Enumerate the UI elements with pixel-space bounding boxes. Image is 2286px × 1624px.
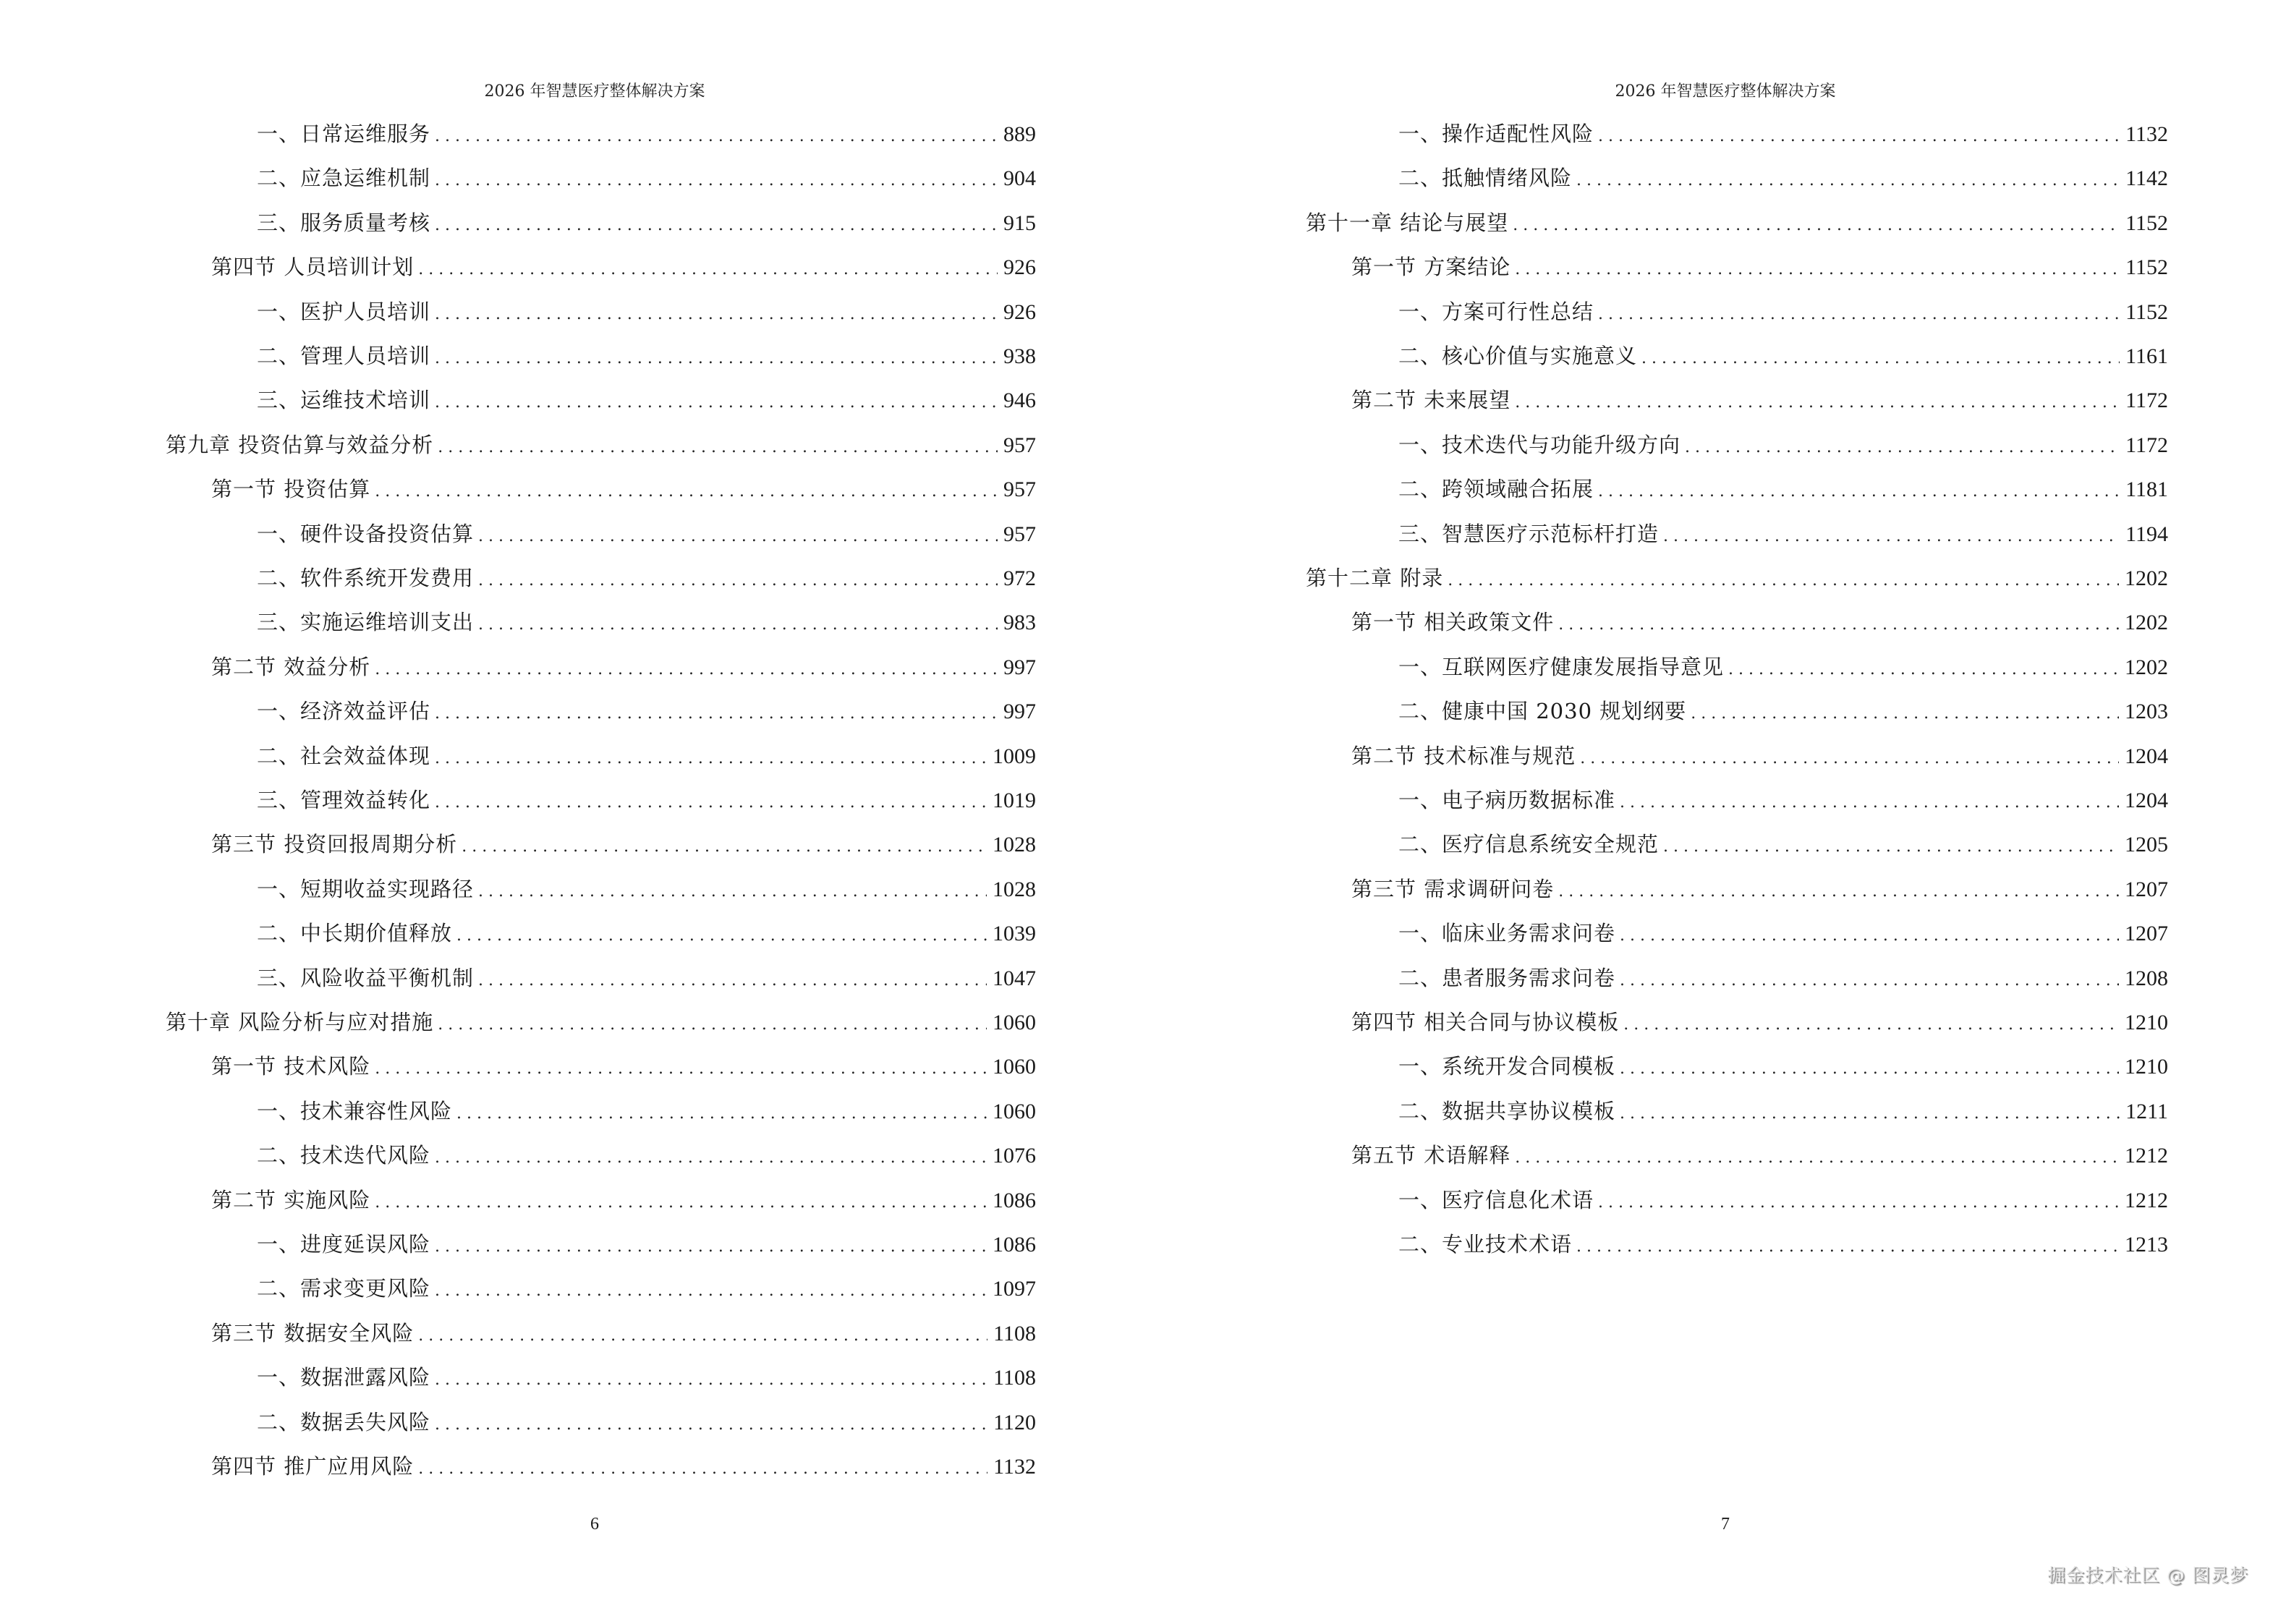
toc-entry-title: 第十章 风险分析与应对措施 xyxy=(166,1010,434,1034)
dot-leader xyxy=(1598,300,2120,329)
toc-entry-title: 一、数据泄露风险 xyxy=(257,1365,431,1390)
toc-section-entry[interactable] xyxy=(1351,1141,2168,1170)
dot-leader xyxy=(1598,1189,2119,1217)
toc-subsection-entry[interactable] xyxy=(257,1097,1036,1126)
dot-leader xyxy=(435,1277,987,1306)
toc-page-number: 1210 xyxy=(2125,1055,2168,1079)
dot-leader xyxy=(1620,1055,2119,1084)
toc-page-number: 926 xyxy=(1003,255,1036,280)
toc-page-number: 1204 xyxy=(2125,788,2168,812)
toc-subsection-entry[interactable] xyxy=(257,1408,1036,1437)
toc-entry-title: 二、管理人员培训 xyxy=(257,344,431,368)
dot-leader xyxy=(1641,344,2120,373)
toc-page-number: 972 xyxy=(1003,566,1036,590)
watermark: 掘金技术社区 @ 图灵梦 xyxy=(2047,1565,2248,1586)
toc-entry-title: 一、电子病历数据标准 xyxy=(1398,788,1616,812)
running-header: 2026 年智慧医疗整体解决方案 xyxy=(484,82,705,101)
toc-page-number: 938 xyxy=(1003,344,1036,368)
toc-subsection-entry[interactable] xyxy=(257,163,1036,192)
dot-leader xyxy=(478,966,987,995)
toc-subsection-entry[interactable] xyxy=(1398,786,2168,815)
toc-page-number: 1152 xyxy=(2125,255,2168,280)
toc-subsection-entry[interactable] xyxy=(1398,119,2168,148)
dot-leader xyxy=(1580,744,2119,773)
dot-leader xyxy=(435,1144,987,1173)
running-header: 2026 年智慧医疗整体解决方案 xyxy=(1615,82,1836,101)
toc-entry-title: 第一节 技术风险 xyxy=(211,1054,371,1079)
toc-page-number: 946 xyxy=(1003,388,1036,413)
toc-page-number: 926 xyxy=(1003,299,1036,324)
toc-entry-title: 一、进度延误风险 xyxy=(257,1232,431,1257)
dot-leader xyxy=(1558,611,2119,639)
toc-subsection-entry[interactable] xyxy=(257,964,1036,992)
toc-entry-title: 三、风险收益平衡机制 xyxy=(257,965,475,990)
toc-entry-title: 一、临床业务需求问卷 xyxy=(1398,921,1616,946)
toc-entry-title: 一、硬件设备投资估算 xyxy=(257,521,475,546)
dot-leader xyxy=(1515,255,2120,284)
toc-subsection-entry[interactable] xyxy=(1398,697,2168,726)
dot-leader xyxy=(435,1366,987,1395)
toc-page-number: 997 xyxy=(1003,700,1036,724)
toc-subsection-entry[interactable] xyxy=(1398,964,2168,992)
toc-page-number: 1212 xyxy=(2125,1188,2168,1212)
dot-leader xyxy=(1515,1144,2119,1173)
toc-entry-title: 第四节 人员培训计划 xyxy=(211,255,415,280)
toc-page-number: 1172 xyxy=(2125,433,2168,457)
toc-page-number: 1181 xyxy=(2125,477,2168,502)
toc-entry-title: 第三节 投资回报周期分析 xyxy=(211,832,458,857)
toc-subsection-entry[interactable] xyxy=(1398,475,2168,503)
dot-leader xyxy=(478,611,998,639)
toc-subsection-entry[interactable] xyxy=(257,519,1036,548)
toc-entry-title: 一、医疗信息化术语 xyxy=(1398,1187,1594,1212)
toc-section-entry[interactable] xyxy=(1351,386,2168,414)
toc-page-number: 957 xyxy=(1003,522,1036,546)
toc-entry-title: 第三节 数据安全风险 xyxy=(211,1320,415,1345)
toc-entry-title: 二、健康中国 2030 规划纲要 xyxy=(1398,699,1687,724)
toc-section-entry[interactable] xyxy=(1351,252,2168,281)
dot-leader xyxy=(1620,966,2119,995)
toc-chapter-entry[interactable] xyxy=(1306,564,2168,592)
dot-leader xyxy=(478,877,987,906)
toc-chapter-entry[interactable] xyxy=(1306,208,2168,237)
toc-subsection-entry[interactable] xyxy=(1398,919,2168,948)
page-number: 6 xyxy=(590,1515,599,1534)
toc-page-number: 1097 xyxy=(993,1277,1036,1301)
toc-page-number: 904 xyxy=(1003,166,1036,191)
toc-subsection-entry[interactable] xyxy=(257,741,1036,770)
dot-leader xyxy=(435,1411,987,1440)
toc-page-number: 1202 xyxy=(2125,655,2168,679)
toc-page-number: 1212 xyxy=(2125,1144,2168,1168)
dot-leader xyxy=(418,1455,987,1484)
toc-subsection-entry[interactable] xyxy=(257,1141,1036,1170)
toc-subsection-entry[interactable] xyxy=(257,341,1036,370)
toc-entry-title: 一、医护人员培训 xyxy=(257,299,431,324)
toc-entry-title: 一、系统开发合同模板 xyxy=(1398,1054,1616,1079)
toc-entry-title: 二、软件系统开发费用 xyxy=(257,566,475,590)
toc-subsection-entry[interactable] xyxy=(1398,341,2168,370)
toc-page-number: 1213 xyxy=(2125,1233,2168,1257)
dot-leader xyxy=(435,166,998,195)
toc-page-number: 1108 xyxy=(993,1321,1036,1345)
toc-entry-title: 一、操作适配性风险 xyxy=(1398,122,1594,146)
dot-leader xyxy=(438,433,998,462)
toc-section-entry[interactable] xyxy=(211,1319,1036,1348)
toc-page-number: 1202 xyxy=(2125,611,2168,635)
toc-subsection-entry[interactable] xyxy=(1398,1186,2168,1215)
dot-leader xyxy=(435,344,998,373)
toc-page-number: 1152 xyxy=(2125,211,2168,235)
toc-page-number: 1028 xyxy=(993,833,1036,857)
toc-entry-title: 第一节 方案结论 xyxy=(1351,255,1511,280)
toc-page-number: 1076 xyxy=(993,1144,1036,1168)
toc-entry-title: 三、实施运维培训支出 xyxy=(257,610,475,635)
dot-leader xyxy=(435,1233,987,1262)
toc-subsection-entry[interactable] xyxy=(257,386,1036,414)
dot-leader xyxy=(462,833,987,862)
toc-page-number: 1211 xyxy=(2125,1099,2168,1123)
dot-leader xyxy=(456,1100,987,1128)
dot-leader xyxy=(1663,833,2119,862)
toc-section-entry[interactable] xyxy=(1351,741,2168,770)
dot-leader xyxy=(1598,477,2120,506)
toc-entry-title: 一、经济效益评估 xyxy=(257,699,431,724)
toc-entry-title: 二、医疗信息系统安全规范 xyxy=(1398,832,1660,857)
toc-page-number: 1060 xyxy=(993,1055,1036,1079)
toc-section-entry[interactable] xyxy=(211,1452,1036,1481)
toc-entry-title: 一、技术兼容性风险 xyxy=(257,1098,453,1123)
dot-leader xyxy=(418,255,998,284)
toc-page-number: 1132 xyxy=(2125,122,2168,146)
toc-entry-title: 一、互联网医疗健康发展指导意见 xyxy=(1398,654,1725,679)
toc-subsection-entry[interactable] xyxy=(257,564,1036,592)
toc-page-number: 889 xyxy=(1003,122,1036,146)
toc-entry-title: 第十一章 结论与展望 xyxy=(1306,210,1509,235)
dot-leader xyxy=(435,788,987,817)
toc-subsection-entry[interactable] xyxy=(257,919,1036,948)
dot-leader xyxy=(1598,122,2120,151)
toc-page-number: 997 xyxy=(1003,655,1036,679)
toc-page-number: 1204 xyxy=(2125,744,2168,768)
toc-subsection-entry[interactable] xyxy=(257,875,1036,904)
toc-entry-title: 第九章 投资估算与效益分析 xyxy=(166,432,434,457)
toc-page-number: 1009 xyxy=(993,744,1036,768)
toc-subsection-entry[interactable] xyxy=(1398,1097,2168,1126)
toc-section-entry[interactable] xyxy=(211,1052,1036,1081)
toc-subsection-entry[interactable] xyxy=(257,208,1036,237)
toc-entry-title: 第二节 实施风险 xyxy=(211,1187,371,1212)
dot-leader xyxy=(1558,877,2119,906)
toc-subsection-entry[interactable] xyxy=(257,1363,1036,1392)
toc-entry-title: 一、方案可行性总结 xyxy=(1398,299,1594,324)
dot-leader xyxy=(1691,700,2119,728)
toc-chapter-entry[interactable] xyxy=(166,430,1036,459)
toc-subsection-entry[interactable] xyxy=(1398,1052,2168,1081)
toc-page-number: 1205 xyxy=(2125,833,2168,857)
toc-entry-title: 三、管理效益转化 xyxy=(257,788,431,812)
toc-page-number: 957 xyxy=(1003,477,1036,502)
toc-entry-title: 第二节 效益分析 xyxy=(211,654,371,679)
toc-entry-title: 第一节 相关政策文件 xyxy=(1351,610,1555,635)
toc-entry-title: 三、服务质量考核 xyxy=(257,210,431,235)
dot-leader xyxy=(375,655,998,684)
toc-page-number: 1142 xyxy=(2125,166,2168,191)
dot-leader xyxy=(1513,211,2120,240)
toc-page-number: 1028 xyxy=(993,877,1036,901)
toc-entry-title: 二、中长期价值释放 xyxy=(257,921,453,946)
dot-leader xyxy=(435,122,998,151)
toc-entry-title: 二、跨领域融合拓展 xyxy=(1398,477,1594,502)
toc-entry-title: 第三节 需求调研问卷 xyxy=(1351,876,1555,901)
toc-section-entry[interactable] xyxy=(211,830,1036,859)
toc-page-number: 1161 xyxy=(2125,344,2168,368)
toc-entry-title: 二、社会效益体现 xyxy=(257,743,431,768)
toc-entry-title: 一、日常运维服务 xyxy=(257,122,431,146)
page-number: 7 xyxy=(1721,1515,1730,1534)
toc-page-number: 1120 xyxy=(993,1410,1036,1434)
toc-entry-title: 二、技术迭代风险 xyxy=(257,1143,431,1168)
dot-leader xyxy=(1576,166,2120,195)
toc-entry-title: 三、运维技术培训 xyxy=(257,388,431,413)
toc-page-number: 1202 xyxy=(2125,566,2168,590)
dot-leader xyxy=(1448,566,2119,595)
dot-leader xyxy=(1620,922,2119,951)
dot-leader xyxy=(1576,1233,2119,1262)
toc-page-number: 1172 xyxy=(2125,388,2168,413)
toc-section-entry[interactable] xyxy=(211,475,1036,503)
toc-entry-title: 第十二章 附录 xyxy=(1306,566,1444,590)
toc-page-number: 915 xyxy=(1003,211,1036,235)
toc-entry-title: 二、数据共享协议模板 xyxy=(1398,1098,1616,1123)
toc-entry-title: 第四节 相关合同与协议模板 xyxy=(1351,1010,1620,1034)
dot-leader xyxy=(478,522,998,551)
toc-entry-title: 一、技术迭代与功能升级方向 xyxy=(1398,432,1681,457)
toc-page-number: 1210 xyxy=(2125,1011,2168,1034)
toc-page-number: 1086 xyxy=(993,1233,1036,1257)
toc-page-number: 957 xyxy=(1003,433,1036,457)
toc-subsection-entry[interactable] xyxy=(257,608,1036,637)
dot-leader xyxy=(435,211,998,240)
dot-leader xyxy=(375,1055,987,1084)
toc-section-entry[interactable] xyxy=(211,252,1036,281)
dot-leader xyxy=(1685,433,2120,462)
dot-leader xyxy=(1620,1100,2120,1128)
toc-subsection-entry[interactable] xyxy=(257,697,1036,726)
toc-entry-title: 第二节 技术标准与规范 xyxy=(1351,743,1576,768)
toc-page-number: 1039 xyxy=(993,922,1036,946)
toc-entry-title: 二、专业技术术语 xyxy=(1398,1232,1573,1257)
toc-subsection-entry[interactable] xyxy=(1398,519,2168,548)
dot-leader xyxy=(375,477,998,506)
toc-page-number: 1047 xyxy=(993,966,1036,990)
toc-entry-title: 第一节 投资估算 xyxy=(211,477,371,502)
toc-page-number: 1132 xyxy=(993,1455,1036,1479)
toc-entry-title: 二、需求变更风险 xyxy=(257,1276,431,1301)
toc-entry-title: 二、抵触情绪风险 xyxy=(1398,166,1573,191)
toc-page-number: 1194 xyxy=(2125,522,2168,546)
toc-subsection-entry[interactable] xyxy=(257,119,1036,148)
dot-leader xyxy=(1623,1011,2119,1040)
toc-subsection-entry[interactable] xyxy=(257,297,1036,326)
toc-subsection-entry[interactable] xyxy=(1398,163,2168,192)
toc-page-number: 1203 xyxy=(2125,700,2168,724)
dot-leader xyxy=(1515,388,2120,417)
toc-entry-title: 二、患者服务需求问卷 xyxy=(1398,965,1616,990)
toc-section-entry[interactable] xyxy=(1351,875,2168,904)
dot-leader xyxy=(456,922,987,951)
toc-page-number: 1207 xyxy=(2125,922,2168,946)
toc-page-number: 1019 xyxy=(993,788,1036,812)
toc-page-number: 1207 xyxy=(2125,877,2168,901)
toc-chapter-entry[interactable] xyxy=(166,1008,1036,1037)
dot-leader xyxy=(1728,655,2119,684)
dot-leader xyxy=(418,1322,987,1351)
toc-subsection-entry[interactable] xyxy=(257,786,1036,815)
toc-page-number: 1152 xyxy=(2125,299,2168,324)
dot-leader xyxy=(1620,788,2119,817)
toc-section-entry[interactable] xyxy=(1351,608,2168,637)
toc-entry-title: 第二节 未来展望 xyxy=(1351,388,1511,413)
toc-section-entry[interactable] xyxy=(211,652,1036,681)
toc-entry-title: 一、短期收益实现路径 xyxy=(257,876,475,901)
dot-leader xyxy=(435,388,998,417)
toc-subsection-entry[interactable] xyxy=(1398,1230,2168,1259)
toc-entry-title: 三、智慧医疗示范标杆打造 xyxy=(1398,521,1660,546)
toc-entry-title: 二、应急运维机制 xyxy=(257,166,431,191)
toc-page-number: 1208 xyxy=(2125,966,2168,990)
toc-page-number: 1060 xyxy=(993,1099,1036,1123)
toc-entry-title: 二、数据丢失风险 xyxy=(257,1409,431,1434)
toc-page-number: 983 xyxy=(1003,611,1036,635)
toc-subsection-entry[interactable] xyxy=(1398,430,2168,459)
dot-leader xyxy=(438,1011,987,1040)
toc-page-number: 1086 xyxy=(993,1188,1036,1212)
dot-leader xyxy=(435,700,998,728)
toc-entry-title: 二、核心价值与实施意义 xyxy=(1398,344,1638,368)
toc-subsection-entry[interactable] xyxy=(1398,830,2168,859)
dot-leader xyxy=(375,1189,987,1217)
dot-leader xyxy=(1663,522,2120,551)
toc-subsection-entry[interactable] xyxy=(257,1230,1036,1259)
toc-entry-title: 第五节 术语解释 xyxy=(1351,1143,1511,1168)
toc-page-number: 1108 xyxy=(993,1366,1036,1390)
toc-subsection-entry[interactable] xyxy=(1398,297,2168,326)
dot-leader xyxy=(435,300,998,329)
toc-section-entry[interactable] xyxy=(211,1186,1036,1215)
toc-section-entry[interactable] xyxy=(1351,1008,2168,1037)
dot-leader xyxy=(435,744,987,773)
right-page xyxy=(1143,0,2286,1624)
toc-subsection-entry[interactable] xyxy=(257,1274,1036,1303)
dot-leader xyxy=(478,566,998,595)
toc-page-number: 1060 xyxy=(993,1011,1036,1034)
toc-subsection-entry[interactable] xyxy=(1398,652,2168,681)
toc-entry-title: 第四节 推广应用风险 xyxy=(211,1454,415,1479)
